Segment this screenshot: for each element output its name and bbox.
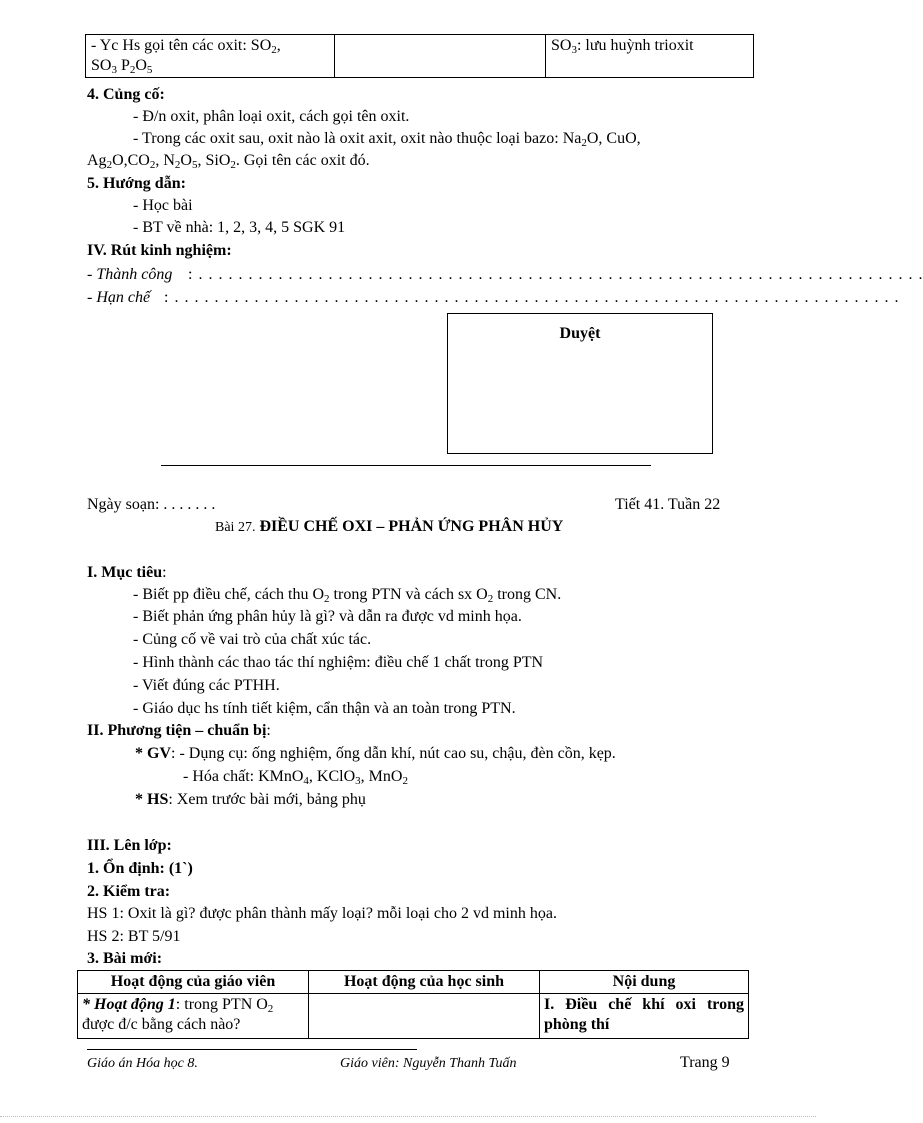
header-content: Nội dung <box>540 971 749 994</box>
kiem-tra-hs1: HS 1: Oxit là gì? được phân thành mấy loại? mỗi loại cho 2 vd minh họa. <box>87 905 557 922</box>
huong-dan-heading: 5. Hướng dẫn: <box>87 175 186 192</box>
cung-co-item-1: - Đ/n oxit, phân loại oxit, cách gọi tên oxit. <box>133 108 410 125</box>
footer-center: Giáo viên: Nguyễn Thanh Tuấn <box>340 1056 517 1071</box>
han-che-label: - Hạn chế <box>87 289 151 306</box>
hoa-chat-line: - Hóa chất: KMnO$_4$, KClO$_3$, MnO$_2$ <box>183 768 408 787</box>
approval-label: Duyệt <box>559 325 601 342</box>
huong-dan-item-2: - BT về nhà: 1, 2, 3, 4, 5 SGK 91 <box>133 219 346 236</box>
len-lop-heading: III. Lên lớp: <box>87 837 172 854</box>
top-table-cell-student <box>335 35 546 78</box>
gv-line: * GV: - Dụng cụ: ống nghiệm, ống dẫn khí, nút cao su, chậu, đèn cồn, kẹp. <box>135 745 616 762</box>
muc-tieu-item-2: - Biết phản ứng phân hủy là gì? và dẫn ra được vd minh họa. <box>133 608 522 625</box>
thanh-cong-dots: : . . . . . . . . . . . . . . . . . . . . . . . . . . . . . . . . . . . . . . . . . . . . . . . . . . . . . . . . . . . . . . . . . . . . . . . . . <box>188 266 923 283</box>
muc-tieu-item-1: - Biết pp điều chế, cách thu $O_2$ trong PTN và cách sx $O_2$ trong CN. <box>133 586 562 605</box>
muc-tieu-item-6: - Giáo dục hs tính tiết kiệm, cẩn thận và an toàn trong PTN. <box>133 700 516 717</box>
top-table-cell-content: $SO_3$: lưu huỳnh trioxit <box>546 35 754 78</box>
activity-1-teacher: * Hoạt động 1: trong PTN $O_2$ được đ/c bằng cách nào? <box>78 994 309 1039</box>
section-divider <box>161 465 651 466</box>
cung-co-item-2-cont: $Ag_2O,CO_2$, $N_2O_5$, SiO$_2$. Gọi tên các oxit đó. <box>87 152 370 171</box>
activity-table <box>77 970 749 1039</box>
huong-dan-item-1: - Học bài <box>133 197 193 214</box>
on-dinh: 1. Ổn định: (1`) <box>87 860 193 877</box>
activity-1-content: I. Điều chế khí oxi trong phòng thí <box>540 994 749 1039</box>
rut-kinh-nghiem-heading: IV. Rút kinh nghiệm: <box>87 242 232 259</box>
muc-tieu-item-5: - Viết đúng các PTHH. <box>133 677 280 694</box>
muc-tieu-item-3: - Củng cố về vai trò của chất xúc tác. <box>133 631 372 648</box>
thanh-cong-label: - Thành công <box>87 266 173 283</box>
lesson-title: Bài 27. ĐIỀU CHẾ OXI – PHẢN ỨNG PHÂN HỦY <box>215 518 564 535</box>
kiem-tra-hs2: HS 2: BT 5/91 <box>87 928 181 945</box>
page-edge <box>0 1116 816 1117</box>
header-student: Hoạt động của học sinh <box>309 971 540 994</box>
phuong-tien-heading: II. Phương tiện – chuẩn bị: <box>87 722 271 739</box>
bai-moi: 3. Bài mới: <box>87 950 163 967</box>
header-teacher: Hoạt động của giáo viên <box>78 971 309 994</box>
top-table-cell-teacher: - Yc Hs gọi tên các oxit: $SO_2$, $SO_3$ $P_2O_5$ <box>86 35 335 78</box>
cung-co-heading: 4. Củng cố: <box>87 86 165 103</box>
footer-left: Giáo án Hóa học 8. <box>87 1056 198 1071</box>
han-che-dots: : . . . . . . . . . . . . . . . . . . . . . . . . . . . . . . . . . . . . . . . . . . . . . . . . . . . . . . . . . . . . . . . . . . . . . . . . . <box>164 289 900 306</box>
tiet-tuan: Tiết 41. Tuần 22 <box>615 496 721 513</box>
page-number: Trang 9 <box>680 1054 730 1071</box>
top-table <box>85 34 754 78</box>
cung-co-item-2: - Trong các oxit sau, oxit nào là oxit axit, oxit nào thuộc loại bazo: $Na_2O$, CuO, <box>133 130 641 149</box>
activity-1-student <box>309 994 540 1039</box>
ngay-soan: Ngày soạn: . . . . . . . <box>87 496 216 513</box>
kiem-tra: 2. Kiểm tra: <box>87 883 171 900</box>
footer-rule <box>87 1049 417 1050</box>
muc-tieu-heading: I. Mục tiêu: <box>87 564 167 581</box>
muc-tieu-item-4: - Hình thành các thao tác thí nghiệm: điều chế 1 chất trong PTN <box>133 654 544 671</box>
approval-box <box>447 313 713 454</box>
hs-line: * HS: Xem trước bài mới, bảng phụ <box>135 791 366 808</box>
